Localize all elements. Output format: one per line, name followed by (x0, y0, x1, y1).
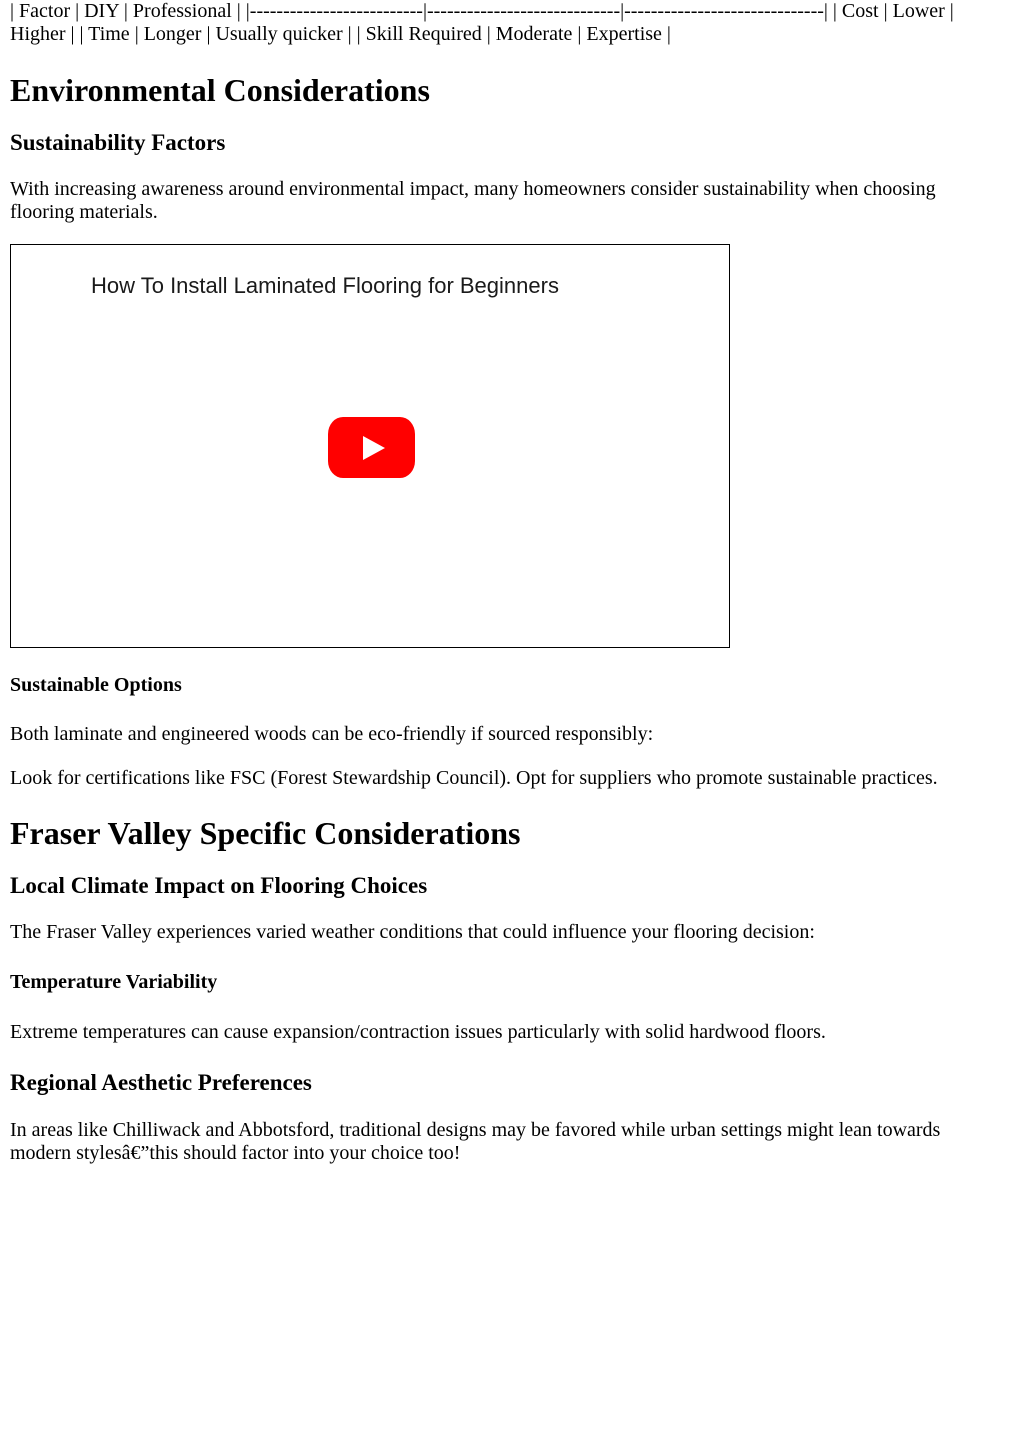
play-button[interactable] (328, 417, 415, 478)
video-embed[interactable] (10, 244, 730, 648)
environmental-heading: Environmental Considerations (10, 72, 430, 108)
sustainability-factors-heading: Sustainability Factors (10, 130, 226, 155)
article (10, 0, 990, 1165)
sustainability-paragraph: With increasing awareness around environmental impact, many homeowners consider sustainability when choosing flooring materials. (10, 178, 936, 223)
sustainable-options-paragraph-1: Both laminate and engineered woods can be eco-friendly if sourced responsibly: (10, 723, 654, 745)
temperature-heading: Temperature Variability (10, 971, 218, 993)
temperature-paragraph: Extreme temperatures can cause expansion/contraction issues particularly with solid hardwood floors. (10, 1021, 826, 1043)
regional-heading: Regional Aesthetic Preferences (10, 1070, 312, 1095)
sustainable-options-paragraph-2: Look for certifications like FSC (Forest Stewardship Council). Opt for suppliers who promote sustainable practices. (10, 767, 938, 789)
video-title[interactable]: How To Install Laminated Flooring for Beginners (91, 273, 559, 298)
markdown-table-text: | Factor | DIY | Professional | |--------------------------|-----------------------------|------------------------------| | Cost | Lower | Higher | | Time | Longer | Usually quicker | | Skill Required | Moderate | Expertise | (10, 0, 954, 45)
local-climate-heading: Local Climate Impact on Flooring Choices (10, 873, 428, 898)
local-climate-paragraph: The Fraser Valley experiences varied weather conditions that could influence your flooring decision: (10, 921, 815, 943)
fraser-valley-heading: Fraser Valley Specific Considerations (10, 815, 521, 851)
play-icon (363, 436, 385, 460)
sustainable-options-heading: Sustainable Options (10, 674, 182, 696)
regional-paragraph: In areas like Chilliwack and Abbotsford, traditional designs may be favored while urban settings might lean towards modern stylesâ€”this should factor into your choice too! (10, 1119, 941, 1164)
